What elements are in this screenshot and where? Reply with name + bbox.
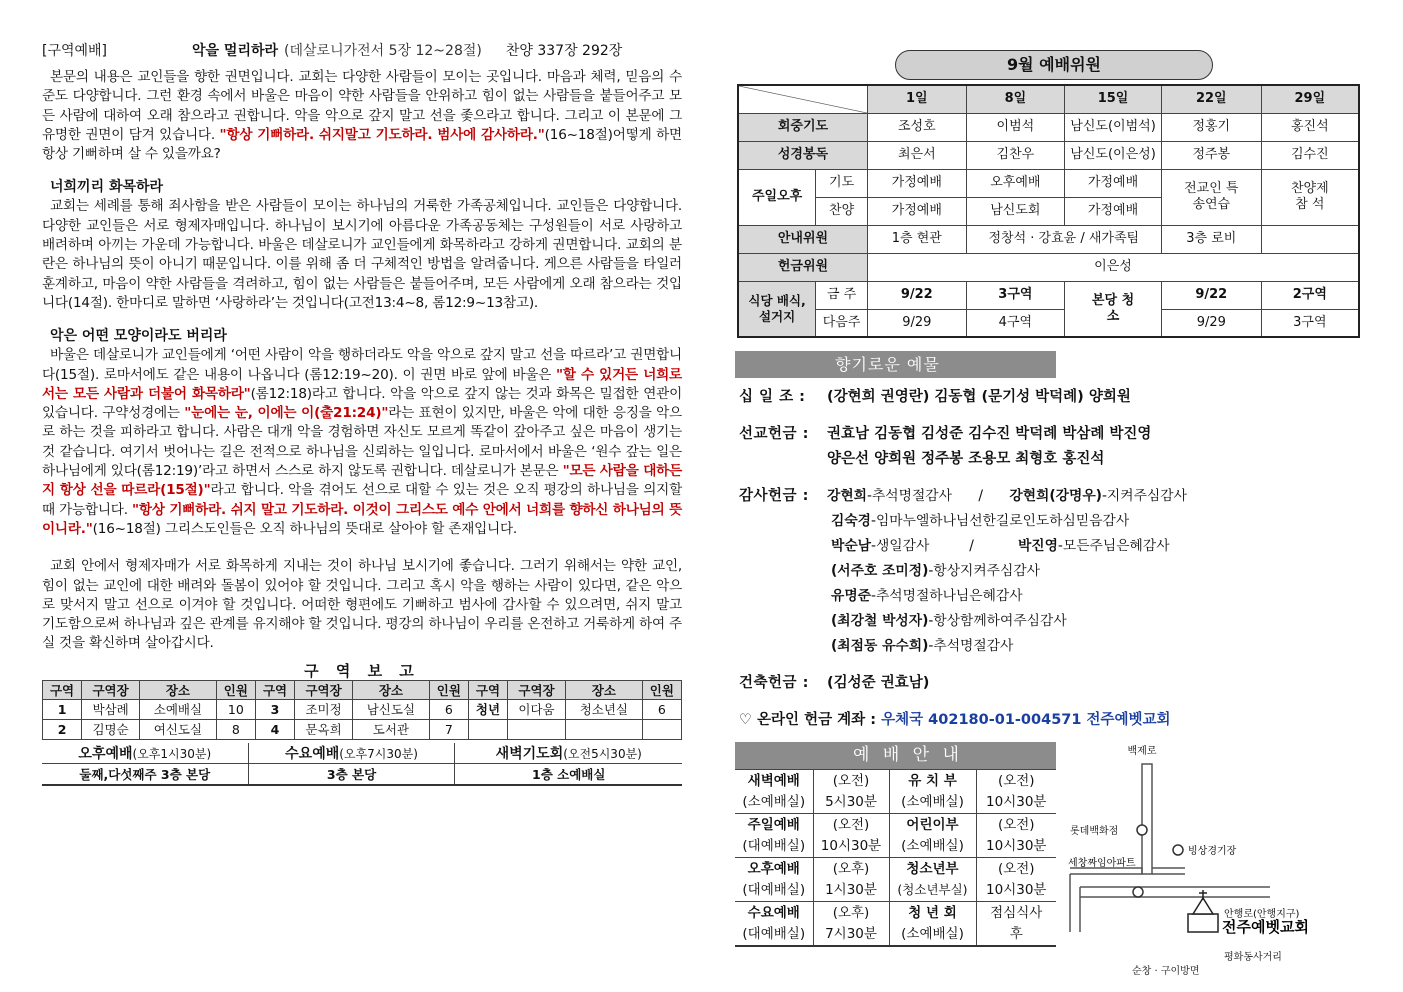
p2-quote-3: "모든 사람을 대하든지 항상 선을 따르라(15절)"	[42, 463, 683, 499]
table-cell: 전교인 특송연습	[1161, 169, 1261, 225]
sub-label: 다음주	[816, 309, 868, 337]
table-cell: 1층 현관	[867, 225, 966, 253]
ice-rink-marker-icon	[1173, 845, 1183, 855]
table-cell: 찬양제 참 석	[1261, 169, 1359, 225]
table-cell: 8	[216, 719, 255, 739]
table-cell: 도서관	[353, 719, 430, 739]
gift-desc: -추석명절감사	[928, 638, 1014, 654]
table-row	[735, 792, 1056, 814]
table-cell: 이범석	[966, 113, 1065, 141]
tithe-names: (강현희 권영란) 김동협 (문기성 박덕례) 양희원	[827, 389, 1131, 405]
map-label-south: 순창 · 구이방면	[1132, 966, 1200, 977]
table-row	[738, 141, 1359, 169]
table-row	[735, 880, 1056, 902]
table-cell: 이다움	[508, 699, 566, 719]
row-label: 식당 배식,설거지	[738, 281, 816, 337]
service-time: (오후)	[813, 858, 889, 880]
service-name: 주일예배	[735, 814, 813, 836]
table-cell: 최은서	[867, 141, 966, 169]
district-report-title: 구 역 보 고	[304, 661, 420, 680]
map-label-church: 전주예벳교회	[1222, 918, 1309, 936]
separator: /	[969, 538, 974, 554]
table-row	[738, 225, 1359, 253]
table-cell: 김명순	[82, 719, 140, 739]
building-row	[739, 671, 1359, 696]
table-cell: 오후예배	[966, 169, 1065, 197]
gift-desc: -모든주님은혜감사	[1057, 538, 1170, 554]
table-cell: 남신도회	[966, 197, 1065, 225]
service-time: 7시30분	[813, 924, 889, 946]
gift-desc: -임마누엘하나님선한길로인도하심믿음감사	[870, 513, 1130, 529]
col-header: 구역	[255, 680, 294, 699]
hymn-numbers: 찬양 337장 292장	[505, 43, 623, 59]
col-header: 인원	[429, 680, 468, 699]
table-row	[735, 924, 1056, 946]
thanks-line	[739, 584, 1359, 609]
service-time: (오후)	[813, 902, 889, 924]
table-cell: 6	[429, 699, 468, 719]
sub-label: 금 주	[816, 281, 868, 309]
service-name: 어린이부	[889, 814, 976, 836]
map-label-north: 백제로	[1127, 746, 1157, 757]
service-name: 새벽예배	[735, 770, 813, 792]
left-column	[42, 40, 682, 786]
thanks-line	[739, 509, 1359, 534]
right-column	[735, 48, 1360, 977]
service-place: (소예배실)	[742, 794, 806, 811]
map-label-lotte: 롯데백화점	[1070, 826, 1119, 837]
service-time: 10시30분	[976, 836, 1056, 858]
gift-desc: -항상지켜주심감사	[928, 563, 1040, 579]
table-cell: 1	[43, 699, 82, 719]
table-cell: 홍진석	[1261, 113, 1359, 141]
table-cell: 가정예배	[1065, 197, 1162, 225]
service-time: (오전)	[813, 770, 889, 792]
online-label: ♡ 온라인 헌금 계좌 :	[739, 712, 877, 728]
p2-quote-4: "항상 기뻐하라. 쉬지 말고 기도하라. 이것이 그리스도 예수 안에서 너희를 향하신 하나님의 뜻이니라."	[42, 501, 683, 537]
service-time: 점심식사	[976, 902, 1056, 924]
paragraph-3: 교회 안에서 형제자매가 서로 화목하게 지내는 것이 하나님 보시기에 좋습니다. 그러기 위해서는 약한 교인, 힘이 없는 교인에 대한 배려와 돌봄이 있어야 할 것입니다. 그리고 혹시 악을 행하는 사람이 있다면, 같은 악으로 맞서지 말고 선으로 이겨야 할 것입니다. 어떠한 형편에도 기뻐하고 범사에 감사할 수 있으려면, 쉬지 말고 기도함으로써 하나님과 깊은 관계를 유지해야 할 것입니다. 평강의 하나님이 우리를 온전하고 거룩하게 하여 주실 것을 확신하며 살아갑시다.	[42, 558, 682, 652]
row-label: 본당 청소	[1065, 281, 1162, 337]
worship-name: 오후예배	[78, 745, 133, 762]
col-header: 구역	[468, 680, 507, 699]
separator: /	[978, 488, 983, 504]
worship-name-row	[42, 743, 682, 764]
paragraph-2	[42, 346, 682, 539]
mission-label: 선교헌금 :	[739, 426, 809, 442]
col-header: 구역	[43, 680, 82, 699]
date-header: 15일	[1065, 85, 1162, 113]
p2-text-4: 라고 합니다. 악을 겪어도 선으로 대할 수 있는 것은 오직 평강의 하나님을 의지할 때 가능합니다.	[42, 482, 682, 518]
row-label: 회중기도	[738, 113, 867, 141]
scripture-reference: (데살로니가전서 5장 12~28절)	[284, 43, 482, 59]
p2-quote-2: "눈에는 눈, 이에는 이(출21:24)"	[184, 405, 389, 422]
table-cell: 9/29	[1161, 309, 1261, 337]
section-tag: [구역예배]	[42, 43, 108, 59]
thanks-line	[827, 484, 1187, 509]
row-label: 헌금위원	[738, 253, 867, 281]
table-cell	[1261, 225, 1359, 253]
table-row	[738, 281, 1359, 309]
service-time: 10시30분	[976, 792, 1056, 814]
table-cell: 남신도실	[353, 699, 430, 719]
p2-text-1: 바울은 데살로니가 교인들에게 ‘어떤 사람이 악을 행하더라도 악을 악으로 갚지 말고 선을 따르라’고 권면합니다(15절). 로마서에도 같은 내용이 나옵니다 (롬12:19~20). 이 권면 바로 앞에 바울은	[42, 347, 682, 383]
table-cell: 3	[255, 699, 294, 719]
p2-text-3: 라는 표현이 있지만, 바울은 악에 대한 응징을 악으로 하는 것을 피하라고 합니다. 사람은 대개 악을 경험하면 자신도 모르게 똑같이 갚아주고 싶은 마음이 생기는 것 같습니다. 여기서 벗어나는 길은 전적으로 하나님을 신뢰하는 일입니다. 로마서에서 바울은 ‘원수 갚는 일은 하나님에게 있다(롬12:19)’라고 하면서 스스로 하지 않도록 권합니다. 데살로니가 본문은	[42, 405, 682, 480]
corner-cell	[738, 85, 867, 113]
table-cell: 3구역	[1261, 309, 1359, 337]
col-header: 구역장	[82, 680, 140, 699]
giver: (서주호 조미정)	[831, 563, 929, 579]
col-header: 장소	[353, 680, 430, 699]
intro-text-2: (16~18절)어떻게 하면 항상 기뻐하며 살 수 있을까요?	[42, 126, 682, 163]
thanks-line	[739, 534, 1359, 559]
table-cell: 10	[216, 699, 255, 719]
service-place: (대예배실)	[742, 882, 806, 899]
table-cell: 정주봉	[1161, 141, 1261, 169]
mission-names-2: 양은선 양희원 정주봉 조용모 최형호 홍진석	[827, 451, 1105, 467]
intro-quote: "항상 기뻐하라. 쉬지말고 기도하라. 범사에 감사하라."	[219, 126, 545, 143]
date-header: 22일	[1161, 85, 1261, 113]
intro-paragraph	[42, 68, 682, 164]
service-place: (청소년부실)	[889, 880, 976, 902]
p2-text-5: (16~18절) 그리스도인들은 오직 하나님의 뜻대로 살아야 할 존재입니다.	[92, 520, 518, 537]
table-cell: 3층 로비	[1161, 225, 1261, 253]
giver: 강현희(강명우)	[1009, 488, 1102, 504]
worship-place: 3층 본당	[248, 764, 455, 785]
worship-place: 1층 소예배실	[455, 764, 682, 785]
report-header-row	[43, 680, 682, 699]
service-place: (대예배실)	[742, 926, 806, 942]
table-row	[738, 113, 1359, 141]
table-cell: 청소년실	[565, 699, 642, 719]
col-header: 구역장	[508, 680, 566, 699]
road-vertical	[1142, 764, 1152, 874]
worship-time: (오후1시30분)	[132, 746, 212, 761]
p2-quote-1: "할 수 있거든 너희로서는 모든 사람과 더불어 화목하라"	[42, 366, 682, 402]
table-cell	[468, 719, 507, 739]
mission-row	[739, 422, 1359, 447]
table-cell	[508, 719, 566, 739]
service-time: (오전)	[813, 814, 889, 836]
table-cell: 문옥희	[295, 719, 353, 739]
lotte-marker-icon	[1137, 825, 1147, 835]
date-header: 8일	[966, 85, 1065, 113]
row-label: 주일오후	[738, 169, 816, 225]
table-cell: 소예배실	[140, 699, 217, 719]
table-cell: 9/29	[867, 309, 966, 337]
mission-names-1: 권효남 김동협 김성준 김수진 박덕례 박삼례 박진영	[827, 426, 1152, 442]
worship-place: 둘째,다섯째주 3층 본당	[79, 766, 211, 782]
map-label-crossroad: 평화동사거리	[1224, 952, 1282, 963]
table-cell: 9/22	[1161, 281, 1261, 309]
table-row	[735, 836, 1056, 858]
sub-label: 찬양	[816, 197, 868, 225]
lesson-header	[42, 40, 682, 64]
col-header: 인원	[216, 680, 255, 699]
building-label: 건축헌금 :	[739, 675, 809, 691]
service-name: 청소년부	[889, 858, 976, 880]
table-row	[738, 169, 1359, 197]
row-label: 성경봉독	[738, 141, 867, 169]
worship-pm	[42, 743, 248, 764]
worship-time: (오후7시30분)	[339, 746, 418, 761]
bank-account: 우체국 402180-01-004571 전주예벳교회	[881, 712, 1171, 728]
worship-place-row	[42, 764, 682, 785]
col-header: 구역장	[295, 680, 353, 699]
table-row	[735, 902, 1056, 924]
gift-desc: -생일감사	[870, 538, 930, 554]
table-cell: 4구역	[966, 309, 1065, 337]
service-place: (대예배실)	[742, 838, 806, 855]
giver: (최강철 박성자)	[831, 613, 929, 629]
table-cell	[642, 719, 681, 739]
subheading-1: 너희끼리 화목하라	[50, 179, 164, 196]
lesson-title: 악을 멀리하라	[192, 43, 279, 59]
table-cell: 2구역	[1261, 281, 1359, 309]
giver: 김숙경	[831, 513, 871, 529]
service-name: 수요예배	[735, 902, 813, 924]
subheading-2: 악은 어떤 모양이라도 버리라	[50, 328, 227, 345]
service-place: (소예배실)	[889, 792, 976, 814]
table-cell: 이은성	[867, 253, 1359, 281]
table-row	[738, 253, 1359, 281]
table-cell: 9/22	[867, 281, 966, 309]
table-cell: 6	[642, 699, 681, 719]
service-place: (소예배실)	[889, 924, 976, 946]
worship-name: 수요예배	[285, 745, 340, 762]
paragraph-1: 교회는 세례를 통해 죄사함을 받은 사람들이 모이는 하나님의 거룩한 가족공체입니다. 교인들은 다양합니다. 다양한 교인들은 서로 형제자매입니다. 하나님이 보시기에 아름다운 가족공동체는 구성원들이 서로 사랑하고 배려하며 아끼는 가운데 가능합니다. 바울은 데살로니가 교인들에게 화목하라고 강하게 권면합니다. 교회의 분란은 하나님의 뜻이 아니기 때문입니다. 이를 위해 좀 더 구체적인 방법을 알려줍니다. 게으른 사람들을 타일러 훈계하고, 마음이 약한 사람들을 격려하고, 힘이 없는 사람들은 붙들어주며, 모든 사람에게 오래 참으라는 것입니다(14절). 한마디로 말하면 ‘사랑하라’는 것입니다(고전13:4~8, 롬12:9~13참고).	[42, 198, 682, 311]
district-report-table	[42, 680, 682, 740]
tithe-row	[739, 385, 1359, 410]
thanks-line	[739, 634, 1359, 659]
giver: 박진영	[1017, 538, 1058, 554]
service-time: 후	[976, 924, 1056, 946]
intro-text-1: 본문의 내용은 교인들을 향한 권면입니다. 교회는 다양한 사람들이 모이는 곳입니다. 마음과 체력, 믿음의 수준도 다양합니다. 그런 환경 속에서 바울은 마음이 약한 사람들을 안위하고 힘이 없는 사람들을 붙들어주고 모든 사람에 대하여 오래 참으라고 권합니다. 악을 악으로 갚지 말고 선을 좇으라고 합니다. 그리고 이 본문에 그 유명한 권면이 담겨 있습니다.	[42, 69, 682, 143]
apartment-marker-icon	[1133, 887, 1143, 897]
worship-time: (오전5시30분)	[563, 746, 642, 761]
table-cell: 정창석 · 강효윤 / 새가족팀	[966, 225, 1161, 253]
worship-name: 새벽기도회	[495, 745, 564, 762]
offerings-list	[739, 385, 1359, 696]
service-time: (오전)	[976, 858, 1056, 880]
worship-committee-table	[737, 84, 1360, 338]
thanks-line	[739, 609, 1359, 634]
giver: 박순남	[831, 538, 871, 554]
thanks-row	[739, 484, 1359, 509]
table-cell: 김수진	[1261, 141, 1359, 169]
giver: (최점동 유수희)	[831, 638, 929, 654]
service-time: 5시30분	[813, 792, 889, 814]
col-header: 인원	[642, 680, 681, 699]
sub-label: 기도	[816, 169, 868, 197]
service-guide-table	[735, 769, 1056, 947]
thanks-label: 감사헌금 :	[739, 488, 809, 504]
table-cell: 가정예배	[867, 197, 966, 225]
giver: 유명준	[831, 588, 871, 604]
map-label-ice: 빙상경기장	[1188, 846, 1237, 857]
building-names: (김성준 권효남)	[827, 675, 930, 691]
worship-times-table	[42, 743, 682, 786]
service-guide-title: 예 배 안 내	[735, 742, 1056, 769]
service-place: (소예배실)	[889, 836, 976, 858]
table-cell: 김찬우	[966, 141, 1065, 169]
table-row	[43, 699, 682, 719]
gift-desc: -지켜주심감사	[1101, 488, 1187, 504]
service-time: (오전)	[976, 814, 1056, 836]
col-header: 장소	[565, 680, 642, 699]
gift-desc: -추석명절하나님은혜감사	[870, 588, 1023, 604]
thanks-line	[739, 559, 1359, 584]
table-cell: 4	[255, 719, 294, 739]
date-header: 29일	[1261, 85, 1359, 113]
tithe-label: 십 일 조 :	[739, 389, 806, 405]
table-cell	[565, 719, 642, 739]
gift-desc: -항상함께하여주심감사	[928, 613, 1067, 629]
giver: 강현희	[827, 488, 867, 504]
service-name: 오후예배	[735, 858, 813, 880]
table-cell: 남신도(이은성)	[1065, 141, 1162, 169]
dates-row	[738, 85, 1359, 113]
table-cell: 정홍기	[1161, 113, 1261, 141]
gift-desc: -추석명절감사	[866, 488, 952, 504]
table-cell: 3구역	[966, 281, 1065, 309]
table-cell: 가정예배	[1065, 169, 1162, 197]
table-row	[735, 814, 1056, 836]
worship-dawn	[455, 743, 682, 764]
service-name: 청 년 회	[889, 902, 976, 924]
table-cell: 가정예배	[867, 169, 966, 197]
map-label-anhaeng: 안행로(안행지구)	[1224, 909, 1300, 920]
table-cell: 조성호	[867, 113, 966, 141]
table-cell: 청년	[468, 699, 507, 719]
row-label: 안내위원	[738, 225, 867, 253]
location-map	[1060, 742, 1360, 977]
col-header: 장소	[140, 680, 217, 699]
table-cell: 박삼례	[82, 699, 140, 719]
online-offering	[739, 708, 1171, 729]
service-name: 유 치 부	[889, 770, 976, 792]
table-row	[738, 309, 1359, 337]
offerings-title: 향기로운 예물	[735, 351, 1056, 378]
worship-wed	[248, 743, 455, 764]
service-time: 10시30분	[976, 880, 1056, 902]
service-time: 1시30분	[813, 880, 889, 902]
p2-text-2: (롬12:18)라고 합니다. 악을 악으로 갚지 않는 것과 화목은 밀접한 연관이 있습니다. 구약성경에는	[42, 385, 682, 422]
table-cell: 조미정	[295, 699, 353, 719]
service-time: (오전)	[976, 770, 1056, 792]
table-cell: 2	[43, 719, 82, 739]
table-cell: 7	[429, 719, 468, 739]
table-row	[735, 858, 1056, 880]
schedule-title: 9월 예배위원	[895, 50, 1213, 80]
map-graphic	[1060, 742, 1360, 938]
table-row	[735, 770, 1056, 792]
table-row	[43, 719, 682, 739]
date-header: 1일	[867, 85, 966, 113]
table-cell: 여신도실	[140, 719, 217, 739]
service-time: 10시30분	[813, 836, 889, 858]
map-label-apt: 세창짜임아파트	[1068, 858, 1136, 869]
table-cell: 남신도(이범석)	[1065, 113, 1162, 141]
